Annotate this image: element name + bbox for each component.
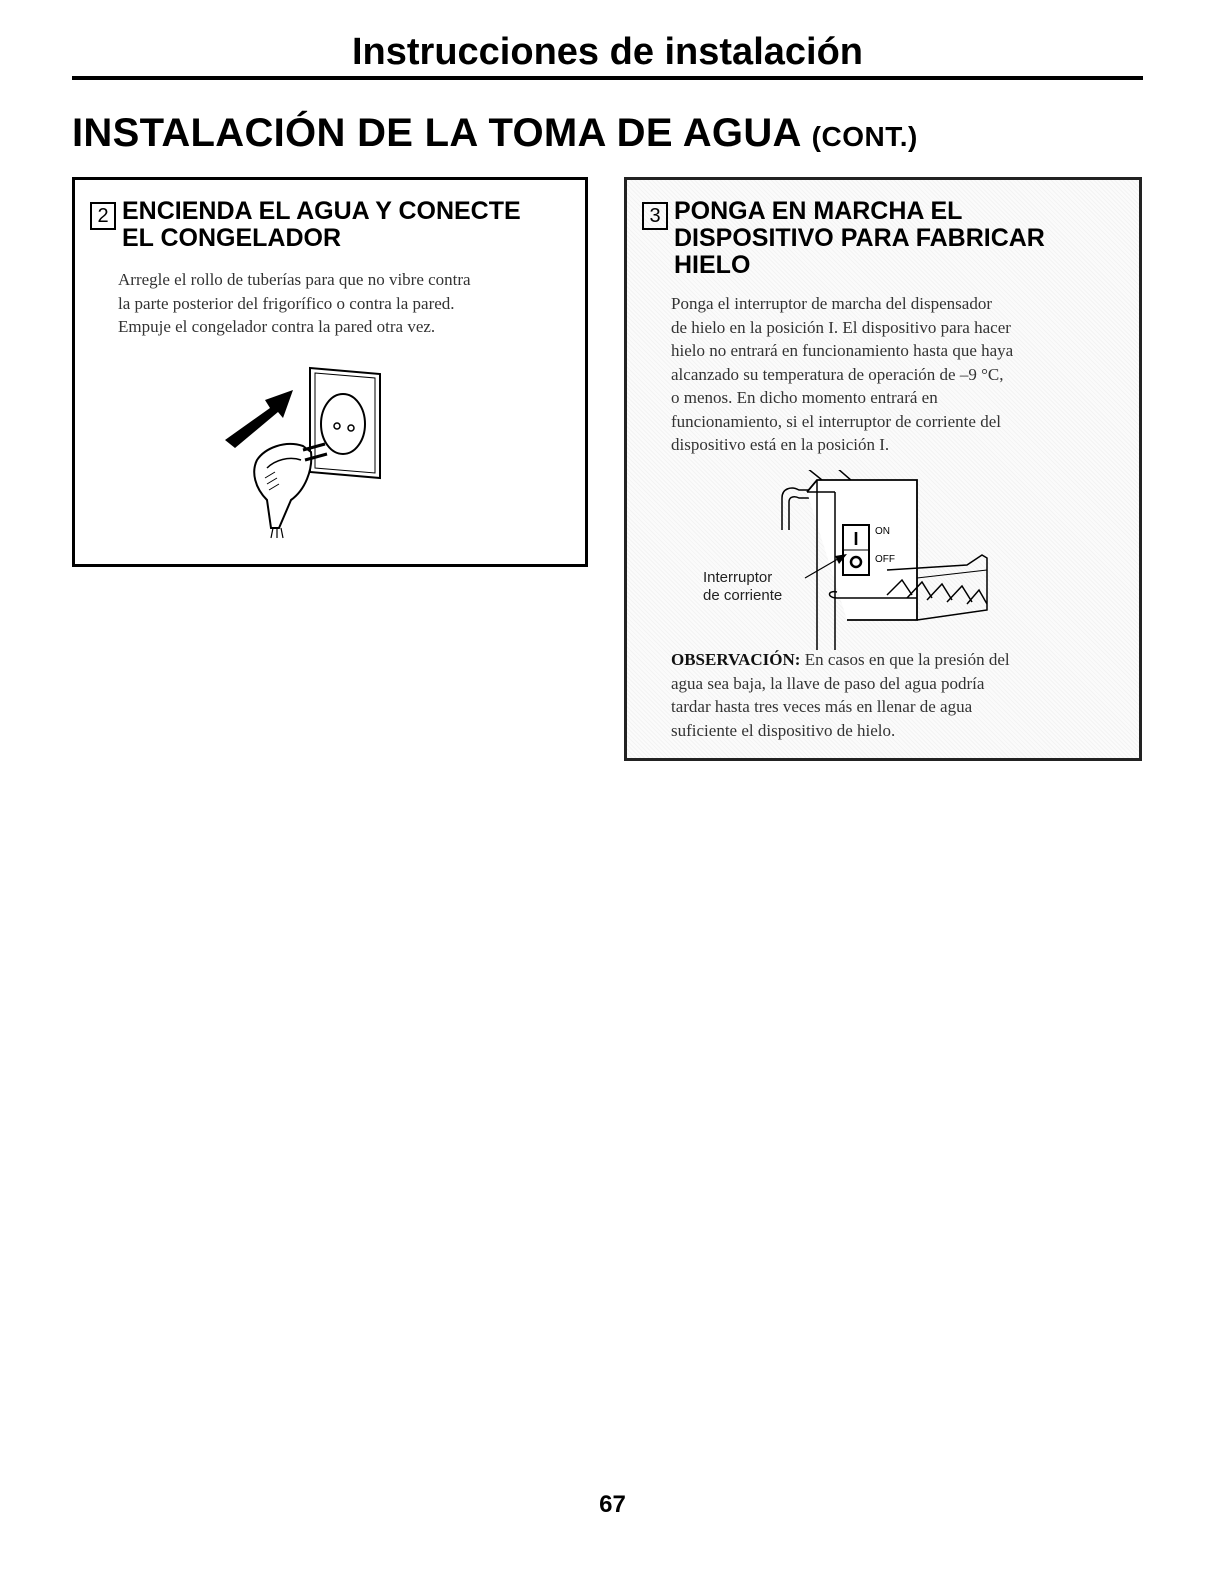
step-3-body: [671, 292, 1131, 457]
page-number: 67: [599, 1491, 626, 1518]
step-3-title-line: PONGA EN MARCHA EL: [674, 197, 963, 225]
note-text: En casos en que la presión del: [800, 650, 1010, 669]
body-line: funcionamiento, si el interruptor de corriente del: [671, 411, 1001, 431]
note-line: agua sea baja, la llave de paso del agua podría: [671, 673, 985, 693]
body-line: hielo no entrará en funcionamiento hasta que haya: [671, 341, 1014, 360]
step-3-title-line: DISPOSITIVO PARA FABRICAR: [674, 224, 1045, 252]
page-header: Instrucciones de instalación: [351, 31, 864, 73]
note-line: suficiente el dispositivo de hielo.: [671, 720, 896, 740]
step-3-box: [624, 177, 1142, 761]
on-label: ON: [875, 526, 890, 537]
body-line: Ponga el interruptor de marcha del dispensador: [671, 294, 993, 313]
body-line: dispositivo está en la posición I.: [671, 435, 890, 454]
step-3-heading: [642, 198, 1122, 279]
plug-outlet-illustration: [215, 360, 415, 540]
step-2-number: 2: [90, 202, 116, 230]
switch-on-symbol: I: [853, 529, 859, 549]
step-2-heading: [90, 198, 570, 252]
step-2-body: [118, 268, 578, 339]
step-2-box: [72, 177, 588, 567]
section-title-suffix: (CONT.): [811, 121, 918, 152]
section-title: [72, 106, 918, 164]
body-line: Arregle el rollo de tuberías para que no vibre contra: [118, 270, 471, 289]
step-2-title-line: EL CONGELADOR: [122, 224, 341, 252]
section-title-text: INSTALACIÓN DE LA TOMA DE AGUA: [72, 111, 801, 155]
body-line: Empuje el congelador contra la pared otra vez.: [118, 317, 436, 336]
callout-label-line: Interruptor: [703, 569, 773, 586]
body-line: la parte posterior del frigorífico o contra la pared.: [118, 293, 455, 313]
body-line: o menos. En dicho momento entrará en: [671, 388, 938, 407]
step-3-title-line: HIELO: [674, 251, 751, 279]
ice-maker-switch-illustration: [687, 470, 1107, 650]
callout-label-line: de corriente: [703, 587, 783, 604]
note-line: tardar hasta tres veces más en llenar de agua: [671, 697, 973, 716]
note-line: [671, 648, 1131, 672]
step-3-note: [671, 648, 1131, 742]
step-2-title: [122, 198, 570, 252]
off-label: OFF: [875, 554, 895, 565]
body-line: de hielo en la posición I. El dispositivo para hacer: [671, 317, 1011, 337]
step-3-title: [674, 198, 1122, 279]
step-2-title-line: ENCIENDA EL AGUA Y CONECTE: [122, 197, 521, 225]
note-label: OBSERVACIÓN:: [671, 650, 801, 669]
body-line: alcanzado su temperatura de operación de –9 °C,: [671, 364, 1004, 384]
step-3-number: 3: [642, 202, 668, 230]
header-rule: [72, 76, 1143, 80]
